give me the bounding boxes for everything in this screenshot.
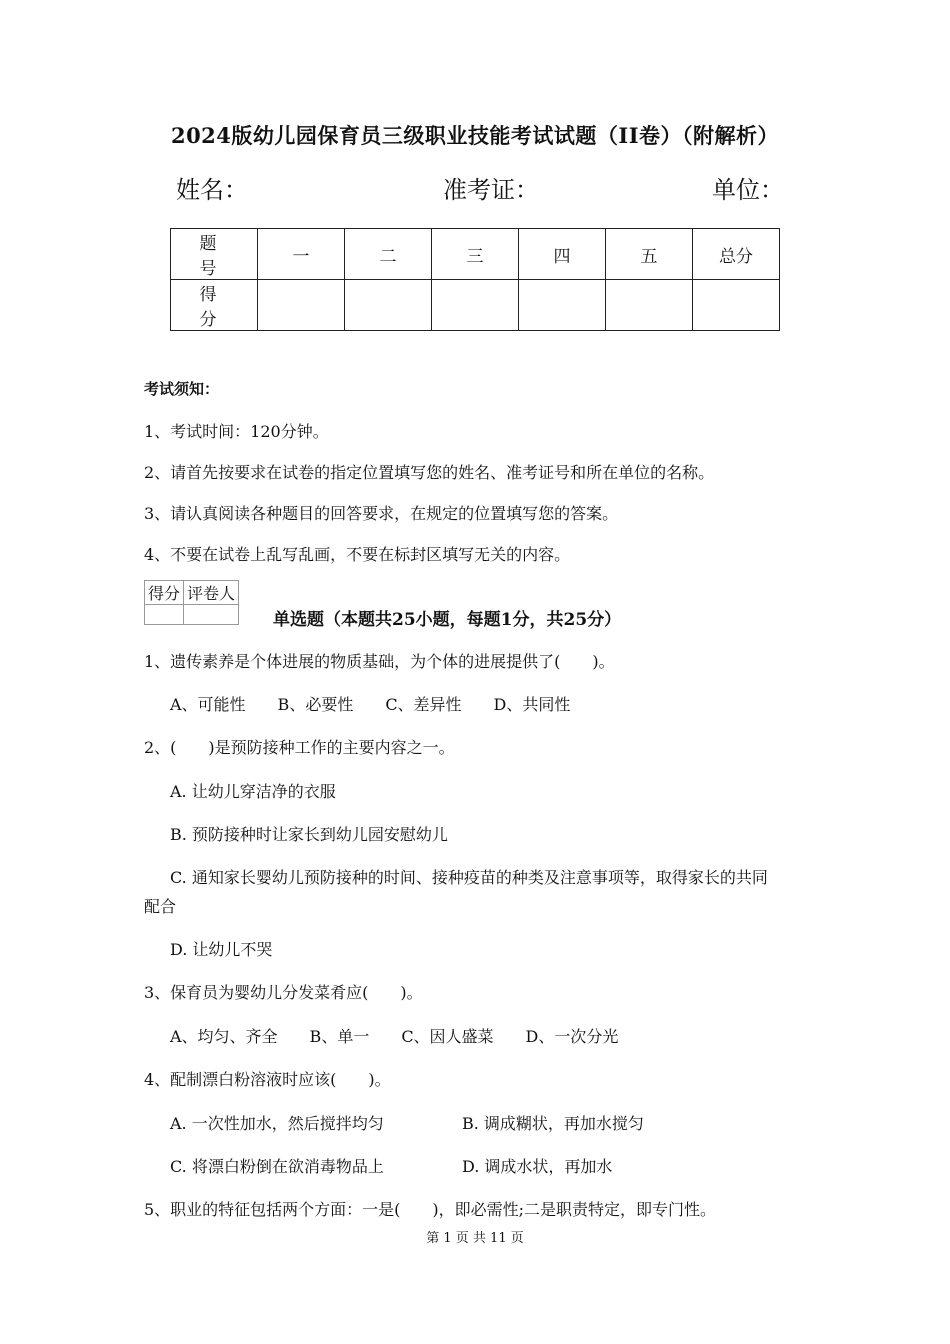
unit-field-label: 单位： — [712, 176, 784, 204]
question-2-option-b: B. 预防接种时让家长到幼儿园安慰幼儿 — [170, 825, 448, 844]
question-1-options: A、可能性 B、必要性 C、差异性 D、共同性 — [170, 695, 571, 714]
grader-reviewer-label: 评卷人 — [184, 581, 239, 605]
score-table-score-row — [171, 280, 780, 331]
section-title: 单选题（本题共25小题，每题1分，共25分） — [273, 610, 622, 630]
question-4-option-c: C. 将漂白粉倒在欲消毒物品上 — [170, 1157, 384, 1176]
score-table-header-cell: 四 — [519, 229, 606, 280]
score-table-header-cell: 三 — [432, 229, 519, 280]
question-2-option-c-cont: 配合 — [144, 897, 177, 916]
score-table-header-cell: 五 — [606, 229, 693, 280]
name-field-label: 姓名： — [176, 176, 248, 204]
document-title: 2024版幼儿园保育员三级职业技能考试试题（II卷）（附解析） — [170, 123, 780, 148]
question-2-option-d: D. 让幼儿不哭 — [170, 940, 273, 959]
grader-table — [144, 580, 239, 625]
score-input-cell[interactable] — [258, 280, 345, 331]
grader-score-cell[interactable] — [145, 605, 184, 625]
score-input-cell[interactable] — [693, 280, 780, 331]
question-2: 2、( )是预防接种工作的主要内容之一。 — [144, 738, 455, 757]
notice-item: 3、请认真阅读各种题目的回答要求，在规定的位置填写您的答案。 — [144, 504, 619, 523]
score-input-cell[interactable] — [432, 280, 519, 331]
score-table-header-cell: 二 — [345, 229, 432, 280]
question-4-option-d: D. 调成水状，再加水 — [462, 1157, 613, 1176]
notice-item: 2、请首先按要求在试卷的指定位置填写您的姓名、准考证号和所在单位的名称。 — [144, 463, 715, 482]
question-4-option-b: B. 调成糊状，再加水搅匀 — [462, 1114, 644, 1133]
question-2-option-c: C. 通知家长婴幼儿预防接种的时间、接种疫苗的种类及注意事项等，取得家长的共同 — [170, 868, 768, 887]
question-4-option-a: A. 一次性加水，然后搅拌均匀 — [170, 1114, 384, 1133]
page-footer: 第 1 页 共 11 页 — [426, 1231, 524, 1246]
grader-reviewer-cell[interactable] — [184, 605, 239, 625]
question-5: 5、职业的特征包括两个方面：一是( )，即必需性;二是职责特定，即专门性。 — [144, 1200, 717, 1219]
notice-heading: 考试须知： — [144, 380, 220, 398]
question-2-option-a: A. 让幼儿穿洁净的衣服 — [170, 782, 336, 801]
score-table-header-cell: 一 — [258, 229, 345, 280]
score-input-cell[interactable] — [345, 280, 432, 331]
score-table-header-cell: 总分 — [693, 229, 780, 280]
notice-item: 4、不要在试卷上乱写乱画，不要在标封区填写无关的内容。 — [144, 545, 571, 564]
score-input-cell[interactable] — [606, 280, 693, 331]
question-1: 1、遗传素养是个体进展的物质基础，为个体的进展提供了( )。 — [144, 652, 615, 671]
grader-score-label: 得分 — [145, 581, 184, 605]
score-row-label: 得 分 — [171, 280, 258, 331]
score-table-header-row — [171, 229, 780, 280]
score-table-header-cell: 题 号 — [171, 229, 258, 280]
score-input-cell[interactable] — [519, 280, 606, 331]
notice-item: 1、考试时间：120分钟。 — [144, 422, 329, 441]
question-3: 3、保育员为婴幼儿分发菜肴应( )。 — [144, 983, 423, 1002]
exam-id-field-label: 准考证： — [443, 176, 539, 204]
question-4: 4、配制漂白粉溶液时应该( )。 — [144, 1070, 391, 1089]
score-table — [170, 228, 780, 331]
question-3-options: A、均匀、齐全 B、单一 C、因人盛菜 D、一次分光 — [170, 1027, 619, 1046]
